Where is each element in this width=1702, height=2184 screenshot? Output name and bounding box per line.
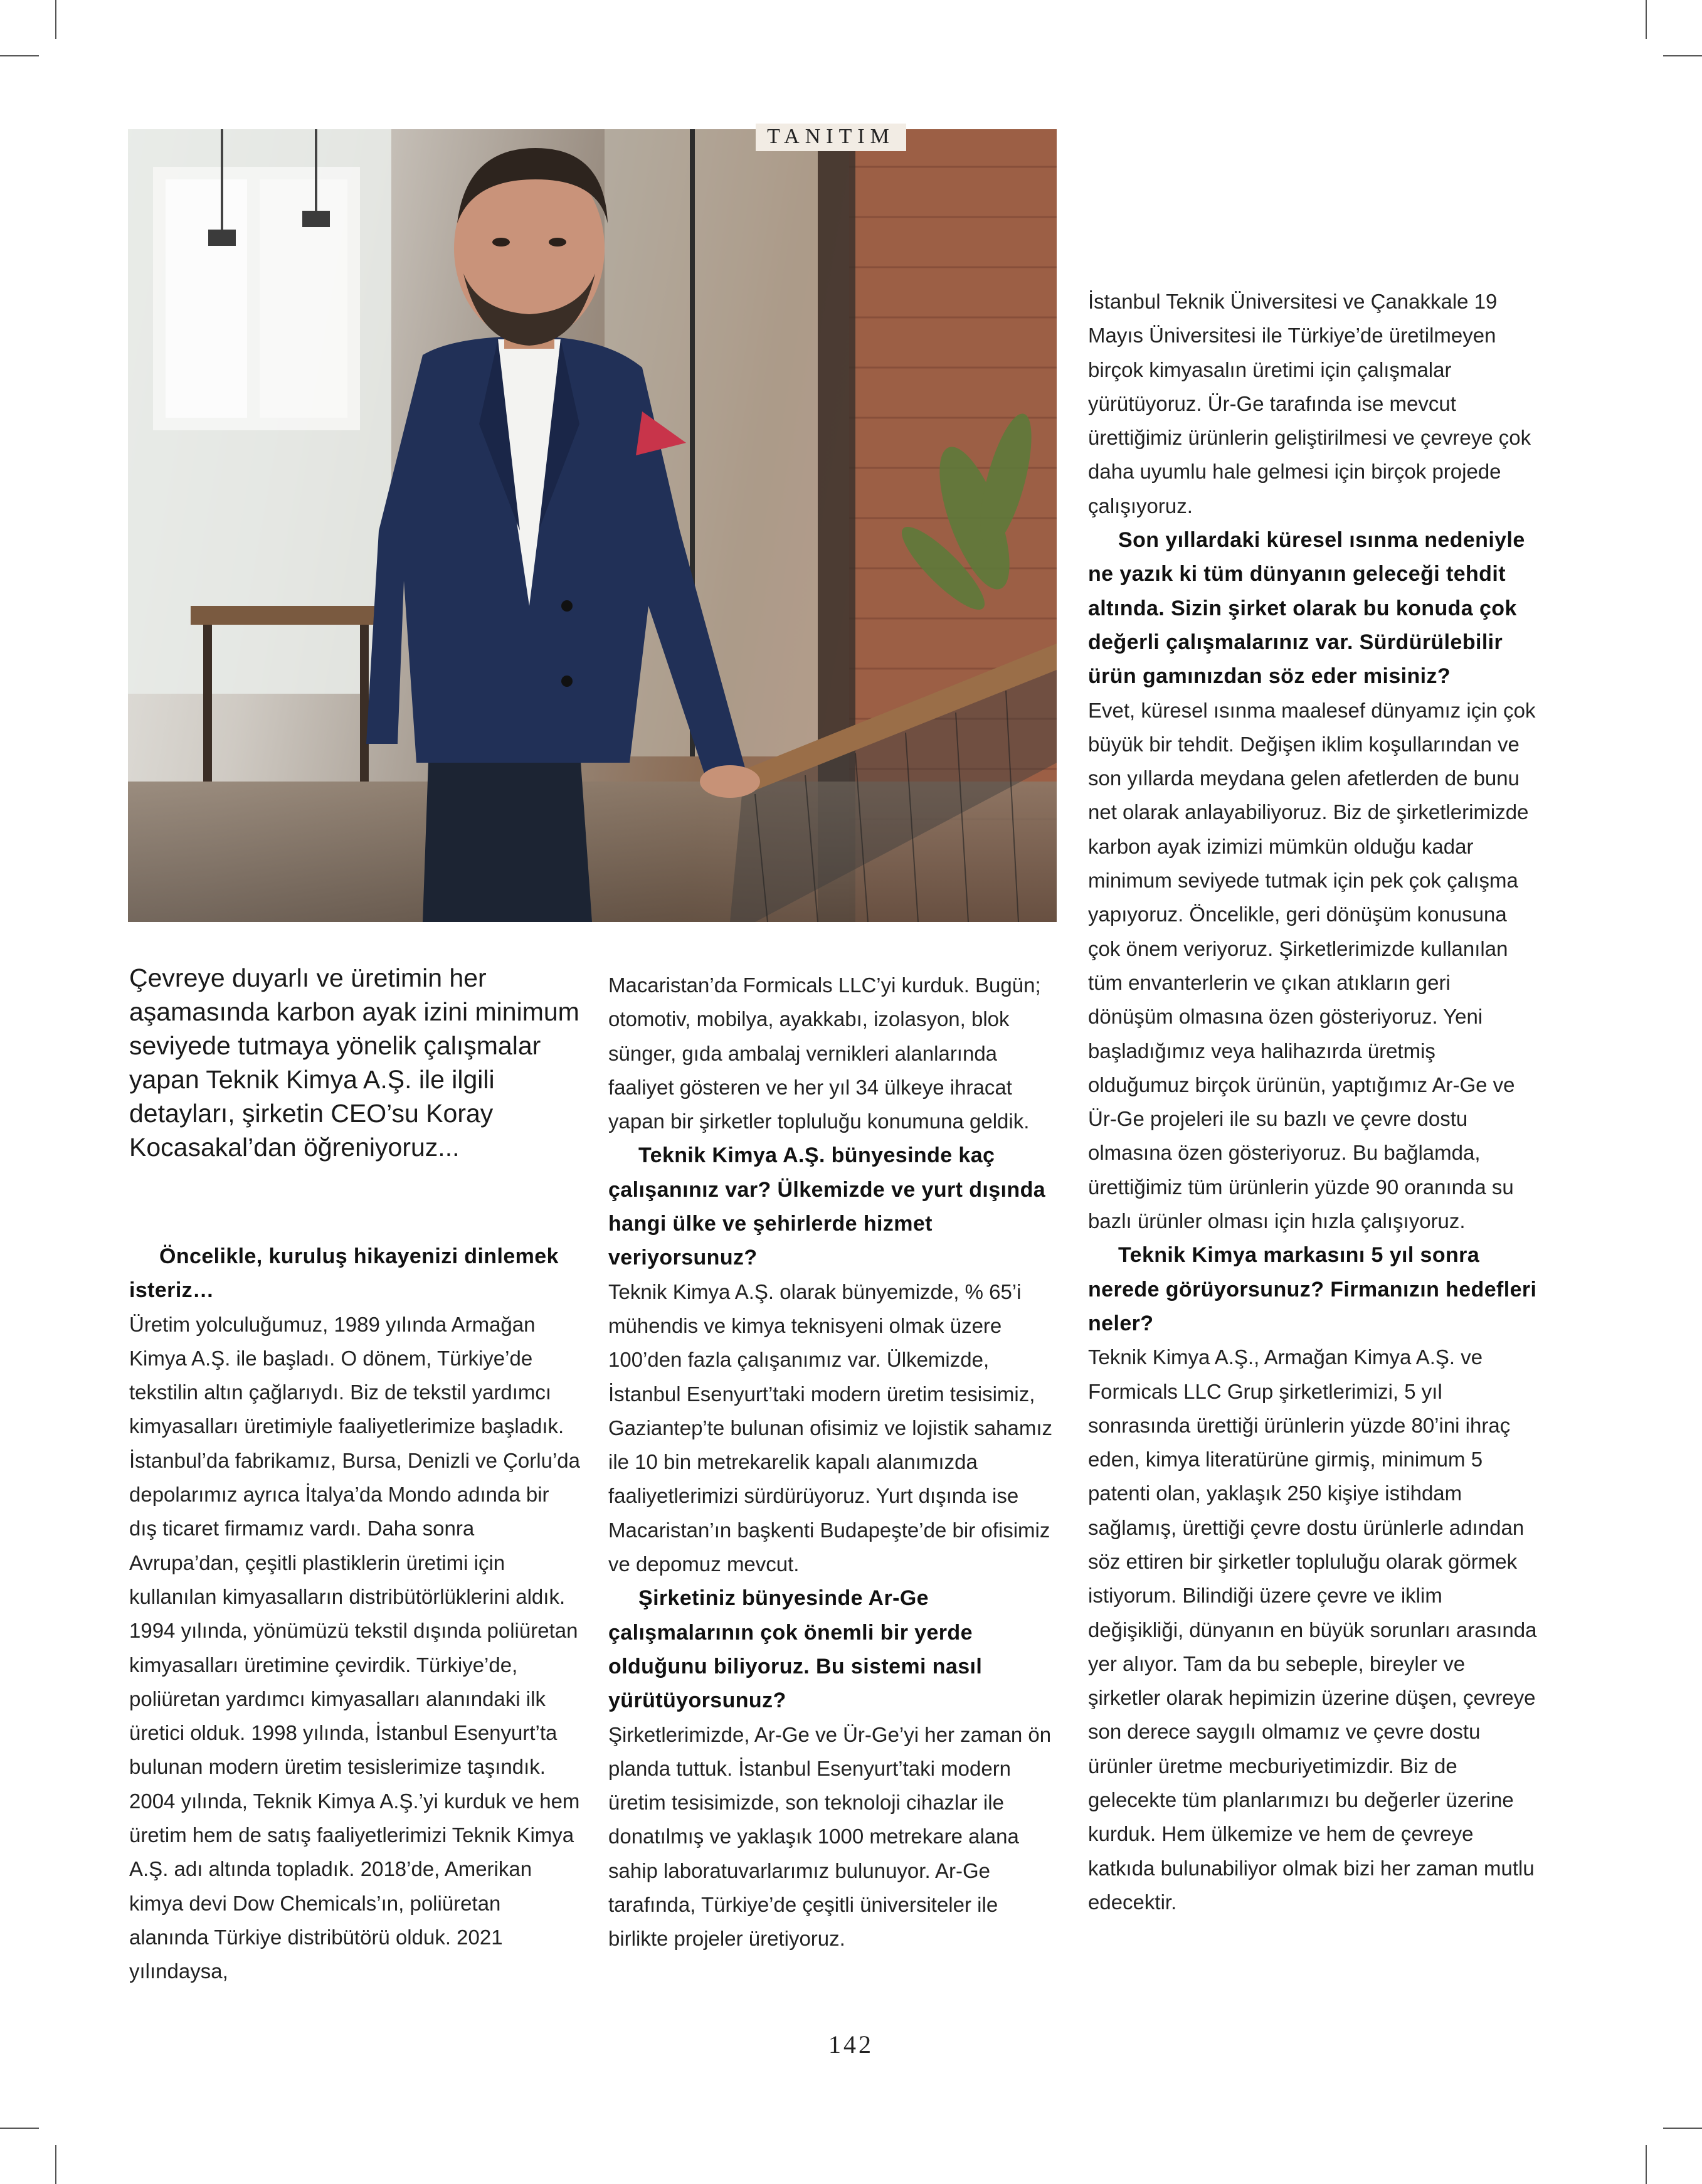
crop-mark-top-right-horizontal: [1663, 55, 1702, 56]
question-2: Teknik Kimya A.Ş. bünyesinde kaç çalışanınız var? Ülkemizde ve yurt dışında hangi ülke ve şehirlerde hizmet veriyorsunuz?: [608, 1143, 1046, 1270]
crop-mark-bottom-right-vertical: [1646, 2145, 1647, 2184]
question-4: Son yıllardaki küresel ısınma nedeniyle ne yazık ki tüm dünyanın geleceği tehdit altında. Sizin şirket olarak bu konuda çok değerli çalışmalarınız var. Sürdürülebilir ürün gamınızdan söz eder misiniz?: [1088, 528, 1525, 689]
crop-mark-top-left-horizontal: [0, 55, 39, 56]
answer-3: Şirketlerimizde, Ar-Ge ve Ür-Ge’yi her zaman ön planda tuttuk. İstanbul Esenyurt’taki modern üretim tesisimizde, son teknoloji cihazlar ile donatılmış ve yaklaşık 1000 metrekare alana sahip laboratuvarlarımız bulunuyor. Ar-Ge tarafında, Türkiye’de çeşitli üniversiteler ile birlikte projeler üretiyoruz.: [608, 1722, 1052, 1951]
text-column-3: [1088, 285, 1540, 1919]
hero-photo: [128, 129, 1057, 922]
text-column-1: [129, 1239, 581, 1989]
question-1: Öncelikle, kuruluş hikayenizi dinlemek isteriz…: [129, 1244, 559, 1303]
crop-mark-bottom-right-horizontal: [1663, 2128, 1702, 2129]
question-3: Şirketiniz bünyesinde Ar-Ge çalışmalarının çok önemli bir yerde olduğunu biliyoruz. Bu sistemi nasıl yürütüyorsunuz?: [608, 1586, 983, 1713]
crop-mark-bottom-left-vertical: [55, 2145, 56, 2184]
answer-1: Üretim yolculuğumuz, 1989 yılında Armağan Kimya A.Ş. ile başladı. O dönem, Türkiye’de tekstilin altın çağlarıydı. Biz de tekstil yardımcı kimyasalları üretimiyle faaliyetlerimize başladık. İstanbul’da fabrikamız, Bursa, Denizli ve Çorlu’da depolarımız ayrıca İtalya’da Mondo adında bir dış ticaret firmamız vardı. Daha sonra Avrupa’dan, çeşitli plastiklerin üretimi için kullanılan kimyasalların distribütörlüklerini aldık. 1994 yılında, yönümüzü tekstil dışında poliüretan kimyasalları üretimine çevirdik. Türkiye’de, poliüretan yardımcı kimyasalları alanındaki ilk üretici olduk. 1998 yılında, İstanbul Esenyurt’ta bulunan modern üretim tesislerimize taşındık. 2004 yılında, Teknik Kimya A.Ş.’yi kurduk ve hem üretim hem de satış faaliyetlerimizi Teknik Kimya A.Ş. adı altında topladık. 2018’de, Amerikan kimya devi Dow Chemicals’ın, poliüretan alanında Türkiye distribütörü olduk. 2021 yılındaysa,: [129, 1312, 580, 1983]
article-lead: Çevreye duyarlı ve üretimin her aşamasında karbon ayak izini minimum seviyede tutmaya yönelik çalışmalar yapan Teknik Kimya A.Ş. ile ilgili detayları, şirketin CEO’su Koray Kocasakal’dan öğreniyoruz...: [129, 963, 579, 1162]
answer-5: Teknik Kimya A.Ş., Armağan Kimya A.Ş. ve Formicals LLC Grup şirketlerimizi, 5 yıl sonrasında ürettiği ürünlerin yüzde 80’ini ihraç eden, kimya literatürüne girmiş, minimum 5 patenti olan, yaklaşık 250 kişiye istihdam sağlamış, ürettiği çevre dostu ürünlerle adından söz ettiren bir şirketler topluluğu olarak görmek istiyorum. Bilindiği üzere çevre ve iklim değişikliği, dünyanın en büyük sorunları arasında yer alıyor. Tam da bu sebeple, bireyler ve şirketler olarak hepimizin üzerine düşen, çevreye son derece saygılı olmamız ve çevre dostu ürünler üretme mecburiyetimizdir. Biz de gelecekte tüm planlarımızı bu değerler üzerine kurduk. Hem ülkemize ve hem de çevreye katkıda bulunabiliyor olmak bizi her zaman mutlu edecektir.: [1088, 1345, 1537, 1914]
crop-mark-top-right-vertical: [1646, 0, 1647, 39]
answer-2: Teknik Kimya A.Ş. olarak bünyemizde, % 65’i mühendis ve kimya teknisyeni olmak üzere 100’den fazla çalışanımız var. Ülkemizde, İstanbul Esenyurt’taki modern üretim tesisimiz, Gaziantep’te bulunan ofisimiz ve lojistik sahamız ile 10 bin metrekarelik kapalı alanımızda faaliyetlerimizi sürdürüyoruz. Yurt dışında ise Macaristan’ın başkenti Budapeşte’de bir ofisimiz ve depomuz mevcut.: [608, 1280, 1053, 1576]
portrait-photo-icon: [128, 129, 1057, 922]
crop-mark-top-left-vertical: [55, 0, 56, 39]
page-number: 142: [828, 2030, 874, 2059]
question-5: Teknik Kimya markasını 5 yıl sonra nerede görüyorsunuz? Firmanızın hedefleri neler?: [1088, 1243, 1537, 1335]
answer-1-continued: Macaristan’da Formicals LLC’yi kurduk. Bugün; otomotiv, mobilya, ayakkabı, izolasyon, blok sünger, gıda ambalaj vernikleri alanlarında faaliyet gösteren ve her yıl 34 ülkeye ihracat yapan bir şirketler topluluğu konumuna geldik.: [608, 973, 1041, 1133]
text-column-2: [608, 968, 1060, 1956]
section-label: TANITIM: [756, 124, 906, 151]
crop-mark-bottom-left-horizontal: [0, 2128, 39, 2129]
answer-4: Evet, küresel ısınma maalesef dünyamız için çok büyük bir tehdit. Değişen iklim koşullarından ve son yıllarda meydana gelen afetlerden de bunu net olarak anlayabiliyoruz. Biz de şirketlerimizde karbon ayak izimizi mümkün olduğu kadar minimum seviyede tutmak için pek çok çalışma yapıyoruz. Öncelikle, geri dönüşüm konusuna çok önem veriyoruz. Şirketlerimizde kullanılan tüm envanterlerin ve çıkan atıkların geri dönüşüm olmasına özen gösteriyoruz. Yeni başladığımız veya halihazırda üretmiş olduğumuz birçok ürünün, yaptığımız Ar-Ge ve Ür-Ge projeleri ile su bazlı ve çevre dostu olmasına özen gösteriyoruz. Bu bağlamda, ürettiğimiz tüm ürünlerin yüzde 90 oranında su bazlı ürünler olması için hızla çalışıyoruz.: [1088, 698, 1536, 1233]
answer-3-continued: İstanbul Teknik Üniversitesi ve Çanakkale 19 Mayıs Üniversitesi ile Türkiye’de üretilmeyen birçok kimyasalın üretimi için çalışmalar yürütüyoruz. Ür-Ge tarafında ise mevcut ürettiğimiz ürünlerin geliştirilmesi ve çevreye çok daha uyumlu hale gelmesi için birçok projede çalışıyoruz.: [1088, 290, 1531, 517]
